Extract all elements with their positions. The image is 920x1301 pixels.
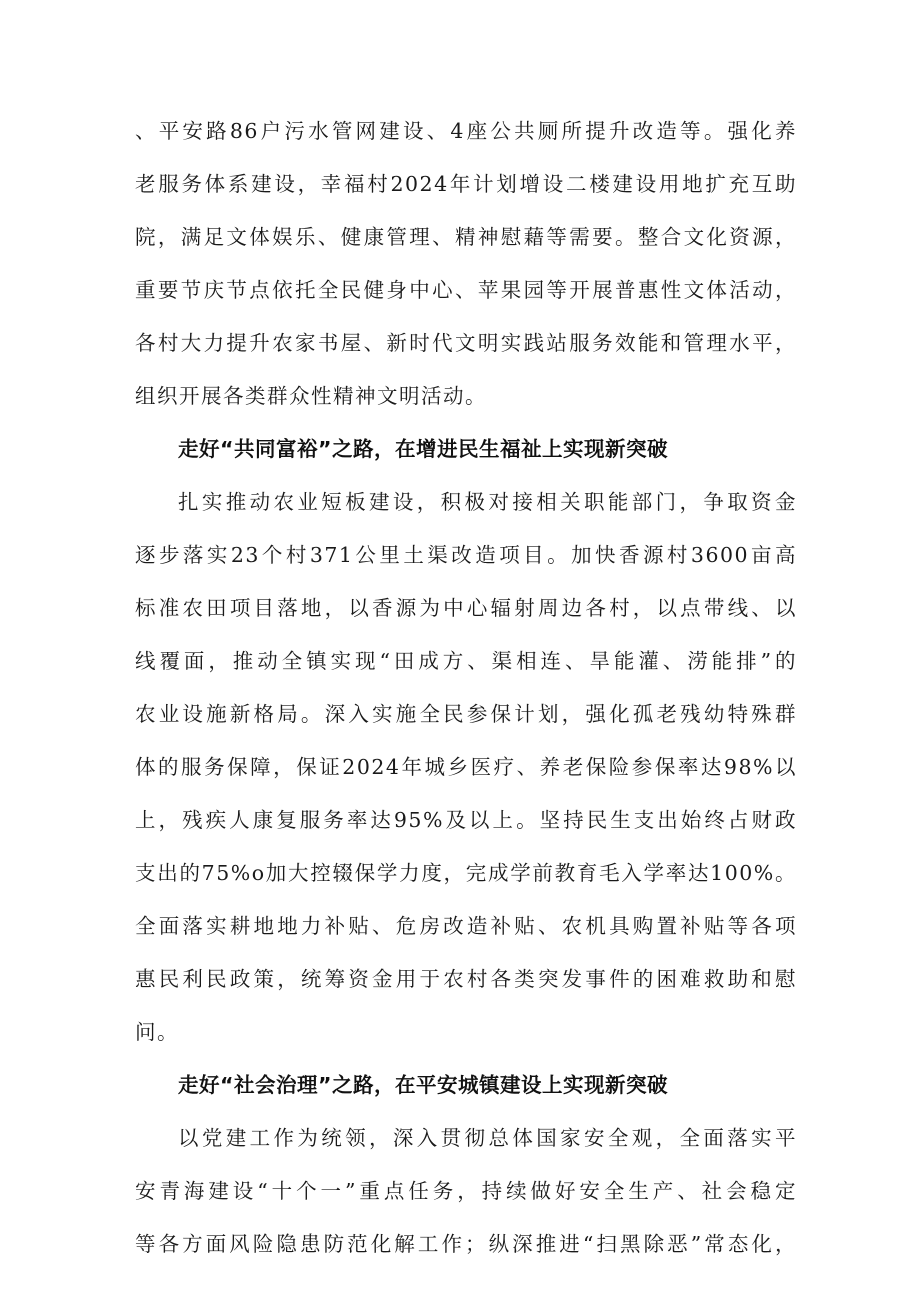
paragraph-line: 问。 bbox=[135, 1020, 179, 1044]
paragraph-line: 上，残疾人康复服务率达95%及以上。坚持民生支出始终占财政 bbox=[135, 808, 797, 832]
paragraph-line: 扎实推动农业短板建设，积极对接相关职能部门，争取资金 bbox=[178, 490, 797, 514]
paragraph-line: 安青海建设“十个一”重点任务，持续做好安全生产、社会稳定 bbox=[135, 1179, 797, 1203]
paragraph-line: 以党建工作为统领，深入贯彻总体国家安全观，全面落实平 bbox=[178, 1126, 797, 1150]
paragraph-line: 重要节庆节点依托全民健身中心、苹果园等开展普惠性文体活动， bbox=[135, 278, 797, 302]
paragraph-line: 惠民利民政策，统筹资金用于农村各类突发事件的困难救助和慰 bbox=[135, 967, 797, 991]
paragraph-line: 支出的75%o加大控辍保学力度，完成学前教育毛入学率达100%。 bbox=[135, 861, 797, 885]
paragraph-line: 院，满足文体娱乐、健康管理、精神慰藉等需要。整合文化资源， bbox=[135, 225, 797, 249]
paragraph-line: 全面落实耕地地力补贴、危房改造补贴、农机具购置补贴等各项 bbox=[135, 914, 797, 938]
paragraph-line: 、平安路86户污水管网建设、4座公共厕所提升改造等。强化养 bbox=[135, 119, 797, 143]
paragraph-line: 农业设施新格局。深入实施全民参保计划，强化孤老残幼特殊群 bbox=[135, 702, 797, 726]
paragraph-line: 各村大力提升农家书屋、新时代文明实践站服务效能和管理水平， bbox=[135, 331, 797, 355]
paragraph-line: 老服务体系建设，幸福村2024年计划增设二楼建设用地扩充互助 bbox=[135, 172, 797, 196]
section-heading-social-governance: 走好“社会治理”之路，在平安城镇建设上实现新突破 bbox=[178, 1073, 668, 1097]
paragraph-line: 线覆面，推动全镇实现“田成方、渠相连、旱能灌、涝能排”的 bbox=[135, 649, 797, 673]
paragraph-line: 组织开展各类群众性精神文明活动。 bbox=[135, 384, 487, 408]
section-heading-common-prosperity: 走好“共同富裕”之路，在增进民生福祉上实现新突破 bbox=[178, 437, 668, 461]
paragraph-line: 等各方面风险隐患防范化解工作；纵深推进“扫黑除恶”常态化， bbox=[135, 1232, 797, 1256]
paragraph-line: 标准农田项目落地，以香源为中心辐射周边各村，以点带线、以 bbox=[135, 596, 797, 620]
paragraph-line: 体的服务保障，保证2024年城乡医疗、养老保险参保率达98%以 bbox=[135, 755, 797, 779]
paragraph-line: 逐步落实23个村371公里土渠改造项目。加快香源村3600亩高 bbox=[135, 543, 797, 567]
